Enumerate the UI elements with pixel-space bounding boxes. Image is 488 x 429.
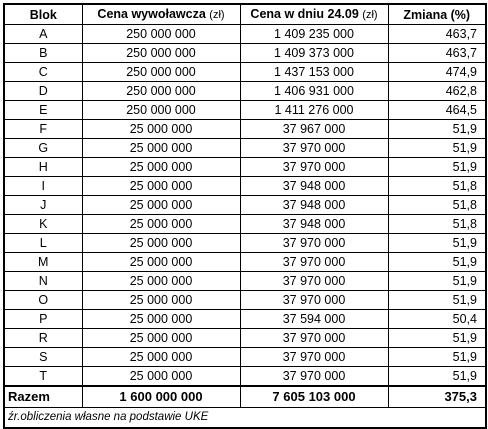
table-row bbox=[4, 44, 486, 63]
table-row bbox=[4, 215, 486, 234]
cell-cena: 37 970 000 bbox=[240, 348, 388, 367]
cell-cena-wywolawcza: 25 000 000 bbox=[82, 348, 240, 367]
header-blok: Blok bbox=[4, 4, 82, 25]
header-cena-dnia bbox=[240, 4, 388, 25]
source-note: źr.obliczenia własne na podstawie UKE bbox=[4, 408, 486, 429]
cell-cena-wywolawcza: 25 000 000 bbox=[82, 120, 240, 139]
cell-cena: 37 594 000 bbox=[240, 310, 388, 329]
table-row bbox=[4, 120, 486, 139]
cell-cena: 37 948 000 bbox=[240, 215, 388, 234]
cell-cena-wywolawcza: 25 000 000 bbox=[82, 177, 240, 196]
header-cena-wywolawcza-unit: (zł) bbox=[209, 9, 225, 21]
table-row bbox=[4, 177, 486, 196]
auction-price-table bbox=[3, 3, 487, 429]
cell-zmiana: 51,9 bbox=[388, 272, 486, 291]
cell-zmiana: 51,9 bbox=[388, 329, 486, 348]
cell-zmiana: 51,8 bbox=[388, 196, 486, 215]
cell-cena-wywolawcza: 25 000 000 bbox=[82, 272, 240, 291]
cell-zmiana: 51,9 bbox=[388, 291, 486, 310]
cell-blok: T bbox=[4, 367, 82, 387]
total-cena-wywolawcza: 1 600 000 000 bbox=[82, 386, 240, 408]
total-cena: 7 605 103 000 bbox=[240, 386, 388, 408]
cell-cena-wywolawcza: 250 000 000 bbox=[82, 82, 240, 101]
cell-cena: 37 970 000 bbox=[240, 367, 388, 387]
table-row bbox=[4, 310, 486, 329]
total-label: Razem bbox=[4, 386, 82, 408]
cell-cena: 37 970 000 bbox=[240, 291, 388, 310]
cell-zmiana: 51,8 bbox=[388, 177, 486, 196]
cell-zmiana: 464,5 bbox=[388, 101, 486, 120]
table-row bbox=[4, 196, 486, 215]
cell-cena-wywolawcza: 25 000 000 bbox=[82, 291, 240, 310]
cell-blok: F bbox=[4, 120, 82, 139]
cell-cena-wywolawcza: 25 000 000 bbox=[82, 196, 240, 215]
cell-cena: 1 411 276 000 bbox=[240, 101, 388, 120]
cell-cena: 1 409 235 000 bbox=[240, 25, 388, 44]
table-row bbox=[4, 25, 486, 44]
total-zmiana: 375,3 bbox=[388, 386, 486, 408]
cell-cena: 37 970 000 bbox=[240, 253, 388, 272]
cell-cena-wywolawcza: 250 000 000 bbox=[82, 101, 240, 120]
cell-blok: P bbox=[4, 310, 82, 329]
cell-cena-wywolawcza: 25 000 000 bbox=[82, 253, 240, 272]
cell-cena-wywolawcza: 25 000 000 bbox=[82, 234, 240, 253]
cell-cena: 37 970 000 bbox=[240, 139, 388, 158]
table-row bbox=[4, 348, 486, 367]
table-row bbox=[4, 367, 486, 387]
header-cena-wywolawcza bbox=[82, 4, 240, 25]
table-row bbox=[4, 234, 486, 253]
table-row bbox=[4, 101, 486, 120]
header-cena-wywolawcza-label: Cena wywoławcza bbox=[97, 7, 206, 21]
cell-zmiana: 50,4 bbox=[388, 310, 486, 329]
cell-blok: O bbox=[4, 291, 82, 310]
total-row bbox=[4, 386, 486, 408]
cell-cena: 37 948 000 bbox=[240, 177, 388, 196]
cell-zmiana: 463,7 bbox=[388, 25, 486, 44]
cell-cena-wywolawcza: 25 000 000 bbox=[82, 215, 240, 234]
cell-cena: 37 970 000 bbox=[240, 329, 388, 348]
cell-blok: R bbox=[4, 329, 82, 348]
cell-blok: E bbox=[4, 101, 82, 120]
cell-cena-wywolawcza: 250 000 000 bbox=[82, 25, 240, 44]
cell-zmiana: 51,9 bbox=[388, 348, 486, 367]
cell-zmiana: 463,7 bbox=[388, 44, 486, 63]
cell-blok: D bbox=[4, 82, 82, 101]
cell-blok: C bbox=[4, 63, 82, 82]
header-cena-dnia-label: Cena w dniu 24.09 bbox=[250, 7, 359, 21]
cell-blok: G bbox=[4, 139, 82, 158]
cell-blok: B bbox=[4, 44, 82, 63]
cell-cena-wywolawcza: 25 000 000 bbox=[82, 367, 240, 387]
cell-cena: 1 409 373 000 bbox=[240, 44, 388, 63]
cell-blok: K bbox=[4, 215, 82, 234]
cell-cena: 1 437 153 000 bbox=[240, 63, 388, 82]
table-row bbox=[4, 158, 486, 177]
cell-cena: 37 967 000 bbox=[240, 120, 388, 139]
cell-zmiana: 51,9 bbox=[388, 120, 486, 139]
cell-cena: 37 970 000 bbox=[240, 234, 388, 253]
table-body bbox=[4, 25, 486, 387]
table-row bbox=[4, 63, 486, 82]
cell-zmiana: 474,9 bbox=[388, 63, 486, 82]
cell-blok: J bbox=[4, 196, 82, 215]
table-row bbox=[4, 272, 486, 291]
cell-cena: 37 970 000 bbox=[240, 272, 388, 291]
cell-zmiana: 51,8 bbox=[388, 215, 486, 234]
cell-blok: A bbox=[4, 25, 82, 44]
table-container bbox=[3, 3, 485, 429]
cell-blok: M bbox=[4, 253, 82, 272]
cell-zmiana: 51,9 bbox=[388, 367, 486, 387]
cell-zmiana: 51,9 bbox=[388, 158, 486, 177]
table-row bbox=[4, 329, 486, 348]
cell-zmiana: 51,9 bbox=[388, 234, 486, 253]
cell-blok: L bbox=[4, 234, 82, 253]
cell-zmiana: 51,9 bbox=[388, 139, 486, 158]
cell-blok: N bbox=[4, 272, 82, 291]
cell-cena-wywolawcza: 25 000 000 bbox=[82, 310, 240, 329]
cell-cena-wywolawcza: 25 000 000 bbox=[82, 139, 240, 158]
header-cena-dnia-unit: (zł) bbox=[362, 9, 378, 21]
cell-blok: S bbox=[4, 348, 82, 367]
cell-zmiana: 462,8 bbox=[388, 82, 486, 101]
cell-cena-wywolawcza: 250 000 000 bbox=[82, 44, 240, 63]
table-row bbox=[4, 82, 486, 101]
cell-zmiana: 51,9 bbox=[388, 253, 486, 272]
header-zmiana: Zmiana (%) bbox=[388, 4, 486, 25]
cell-cena: 37 970 000 bbox=[240, 158, 388, 177]
table-row bbox=[4, 139, 486, 158]
header-row bbox=[4, 4, 486, 25]
cell-cena-wywolawcza: 25 000 000 bbox=[82, 329, 240, 348]
table-row bbox=[4, 253, 486, 272]
cell-cena: 37 948 000 bbox=[240, 196, 388, 215]
cell-blok: I bbox=[4, 177, 82, 196]
table-row bbox=[4, 291, 486, 310]
source-row bbox=[4, 408, 486, 429]
cell-cena-wywolawcza: 250 000 000 bbox=[82, 63, 240, 82]
cell-cena: 1 406 931 000 bbox=[240, 82, 388, 101]
cell-blok: H bbox=[4, 158, 82, 177]
cell-cena-wywolawcza: 25 000 000 bbox=[82, 158, 240, 177]
